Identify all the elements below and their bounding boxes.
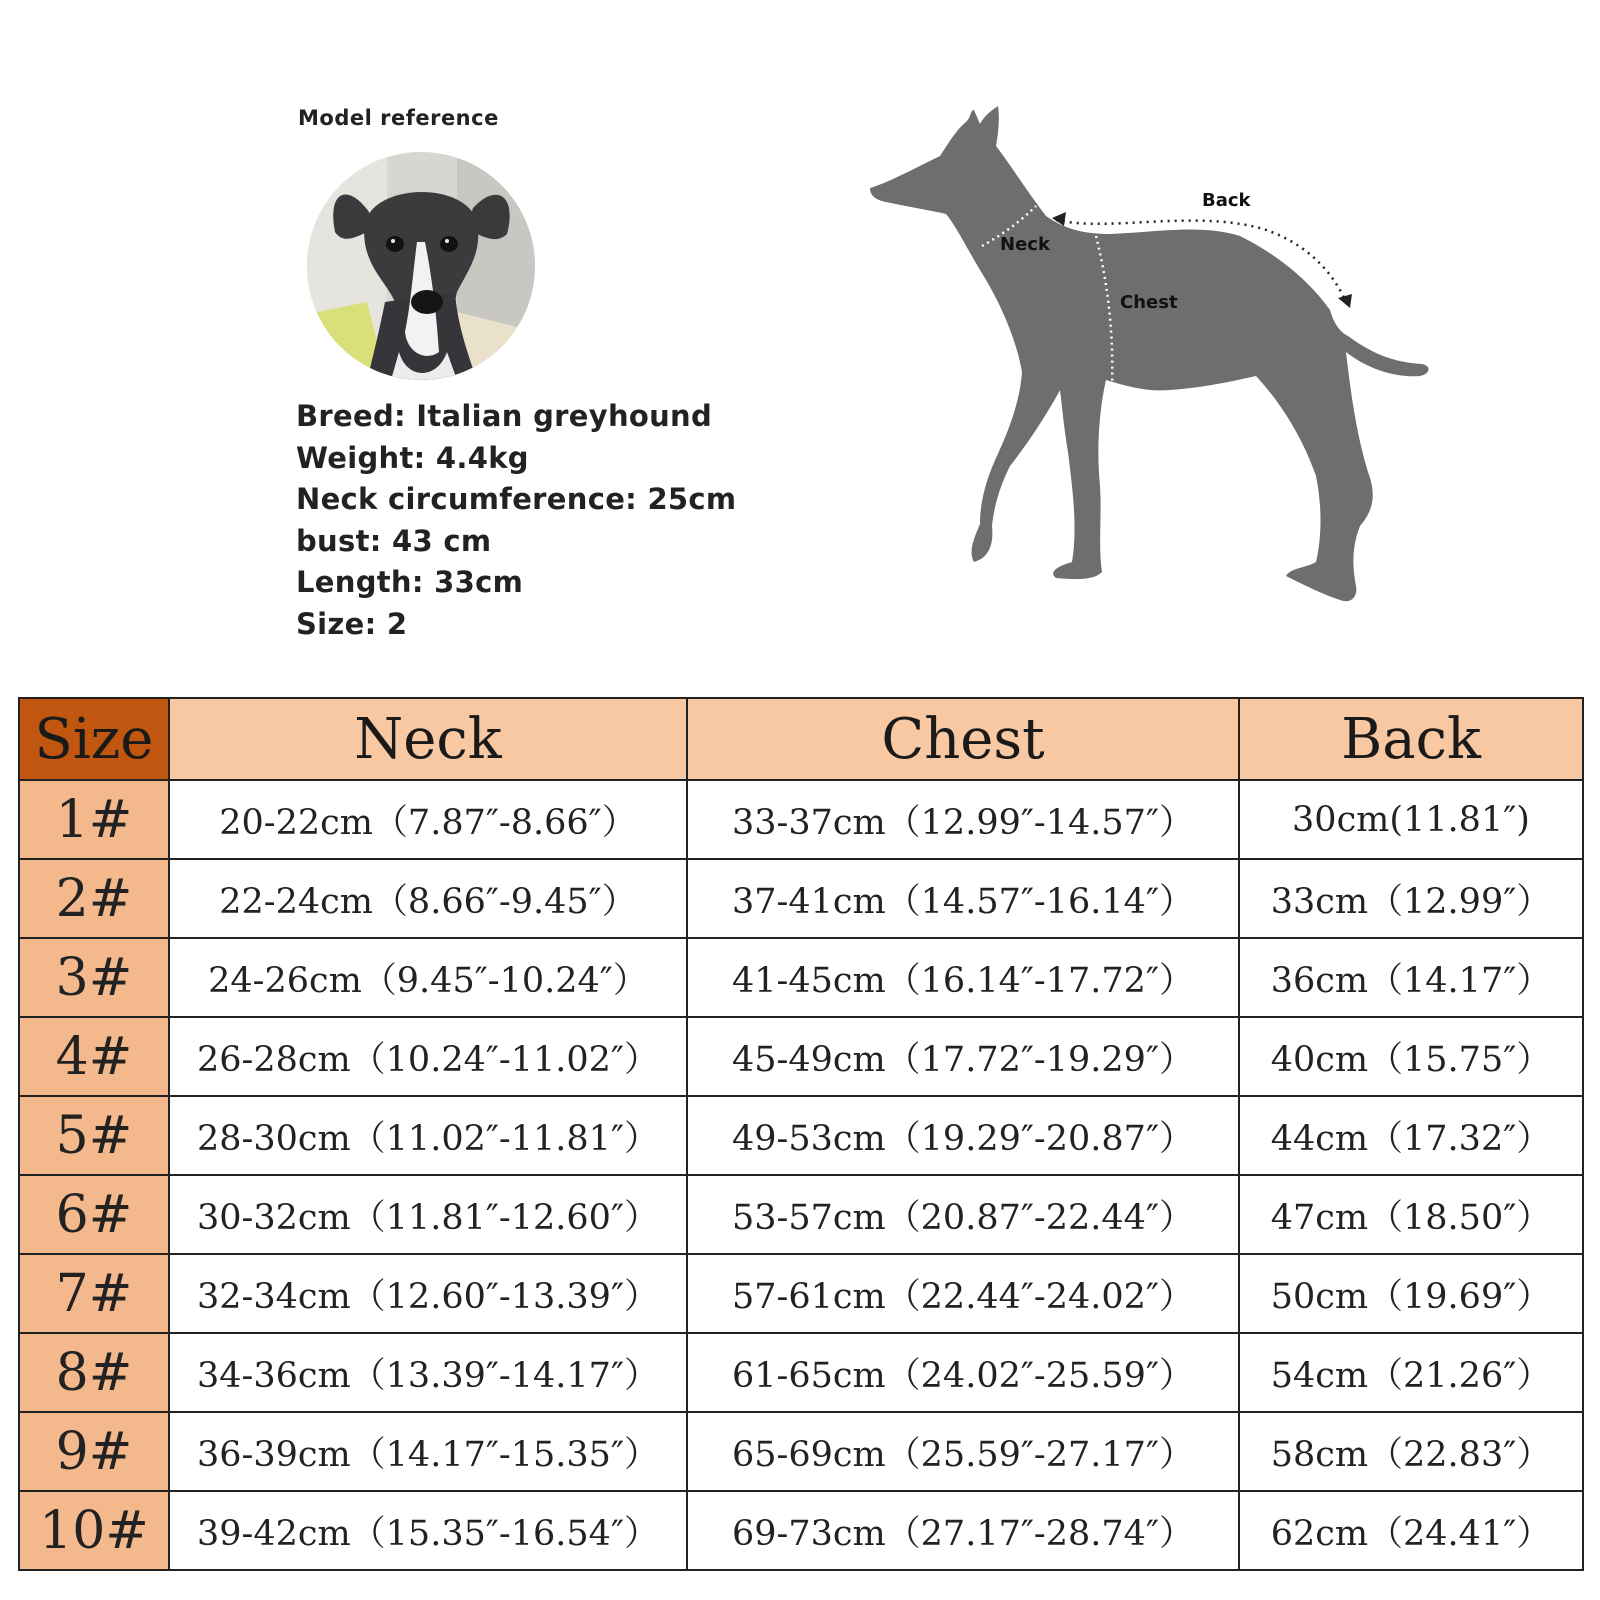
chest-cell: 65-69cm（25.59″-27.17″）	[687, 1412, 1239, 1491]
back-label: Back	[1202, 190, 1251, 211]
back-cell: 50cm（19.69″）	[1239, 1254, 1583, 1333]
size-cell: 3#	[19, 938, 169, 1017]
neck-cell: 39-42cm（15.35″-16.54″）	[169, 1491, 687, 1570]
spec-length: Length: 33cm	[296, 565, 524, 599]
header-back: Back	[1239, 698, 1583, 780]
neck-cell: 34-36cm（13.39″-14.17″）	[169, 1333, 687, 1412]
back-cell: 54cm（21.26″）	[1239, 1333, 1583, 1412]
back-cell: 62cm（24.41″）	[1239, 1491, 1583, 1570]
spec-weight: Weight: 4.4kg	[296, 440, 529, 475]
neck-cell: 24-26cm（9.45″-10.24″）	[169, 938, 687, 1017]
dog-silhouette-svg	[870, 106, 1470, 616]
model-reference-title: Model reference	[298, 106, 499, 130]
chest-cell: 37-41cm（14.57″-16.14″）	[687, 859, 1239, 938]
table-row	[19, 1017, 1583, 1096]
size-cell: 5#	[19, 1096, 169, 1175]
chest-cell: 61-65cm（24.02″-25.59″）	[687, 1333, 1239, 1412]
dog-photo-image	[307, 152, 535, 380]
neck-cell: 28-30cm（11.02″-11.81″）	[169, 1096, 687, 1175]
spec-size: Size: 2	[296, 606, 408, 641]
size-cell: 6#	[19, 1175, 169, 1254]
chest-cell: 41-45cm（16.14″-17.72″）	[687, 938, 1239, 1017]
table-row	[19, 1175, 1583, 1254]
size-cell: 10#	[19, 1491, 169, 1570]
size-cell: 9#	[19, 1412, 169, 1491]
table-row	[19, 938, 1583, 1017]
neck-cell: 20-22cm（7.87″-8.66″）	[169, 780, 687, 859]
back-cell: 44cm（17.32″）	[1239, 1096, 1583, 1175]
chest-cell: 53-57cm（20.87″-22.44″）	[687, 1175, 1239, 1254]
model-specs	[296, 396, 736, 645]
table-header-row	[19, 698, 1583, 780]
neck-cell: 26-28cm（10.24″-11.02″）	[169, 1017, 687, 1096]
back-arrow-end-icon	[1338, 294, 1352, 308]
back-cell: 30cm(11.81″)	[1239, 780, 1583, 859]
size-cell: 1#	[19, 780, 169, 859]
dog-photo	[307, 152, 535, 380]
table-row	[19, 1412, 1583, 1491]
back-cell: 58cm（22.83″）	[1239, 1412, 1583, 1491]
back-cell: 33cm（12.99″）	[1239, 859, 1583, 938]
table-row	[19, 1333, 1583, 1412]
table-row	[19, 1254, 1583, 1333]
back-cell: 36cm（14.17″）	[1239, 938, 1583, 1017]
neck-cell: 22-24cm（8.66″-9.45″）	[169, 859, 687, 938]
chest-cell: 57-61cm（22.44″-24.02″）	[687, 1254, 1239, 1333]
size-cell: 4#	[19, 1017, 169, 1096]
size-chart-table	[18, 697, 1584, 1571]
table-row	[19, 1491, 1583, 1570]
back-cell: 47cm（18.50″）	[1239, 1175, 1583, 1254]
neck-label: Neck	[1000, 234, 1050, 255]
header-chest: Chest	[687, 698, 1239, 780]
spec-bust: bust: 43 cm	[296, 523, 492, 558]
table-row	[19, 780, 1583, 859]
table-row	[19, 1096, 1583, 1175]
chest-cell: 49-53cm（19.29″-20.87″）	[687, 1096, 1239, 1175]
size-cell: 7#	[19, 1254, 169, 1333]
chest-label: Chest	[1120, 292, 1178, 313]
dog-silhouette-shape	[870, 106, 1429, 601]
table-row	[19, 859, 1583, 938]
chest-cell: 33-37cm（12.99″-14.57″）	[687, 780, 1239, 859]
header-size: Size	[19, 698, 169, 780]
back-cell: 40cm（15.75″）	[1239, 1017, 1583, 1096]
spec-neck-circumference: Neck circumference: 25cm	[296, 482, 737, 516]
size-cell: 2#	[19, 859, 169, 938]
neck-cell: 32-34cm（12.60″-13.39″）	[169, 1254, 687, 1333]
neck-cell: 30-32cm（11.81″-12.60″）	[169, 1175, 687, 1254]
header-neck: Neck	[169, 698, 687, 780]
dog-measurement-diagram	[870, 106, 1470, 620]
size-cell: 8#	[19, 1333, 169, 1412]
chest-cell: 69-73cm（27.17″-28.74″）	[687, 1491, 1239, 1570]
spec-breed: Breed: Italian greyhound	[296, 399, 713, 433]
chest-cell: 45-49cm（17.72″-19.29″）	[687, 1017, 1239, 1096]
neck-cell: 36-39cm（14.17″-15.35″）	[169, 1412, 687, 1491]
